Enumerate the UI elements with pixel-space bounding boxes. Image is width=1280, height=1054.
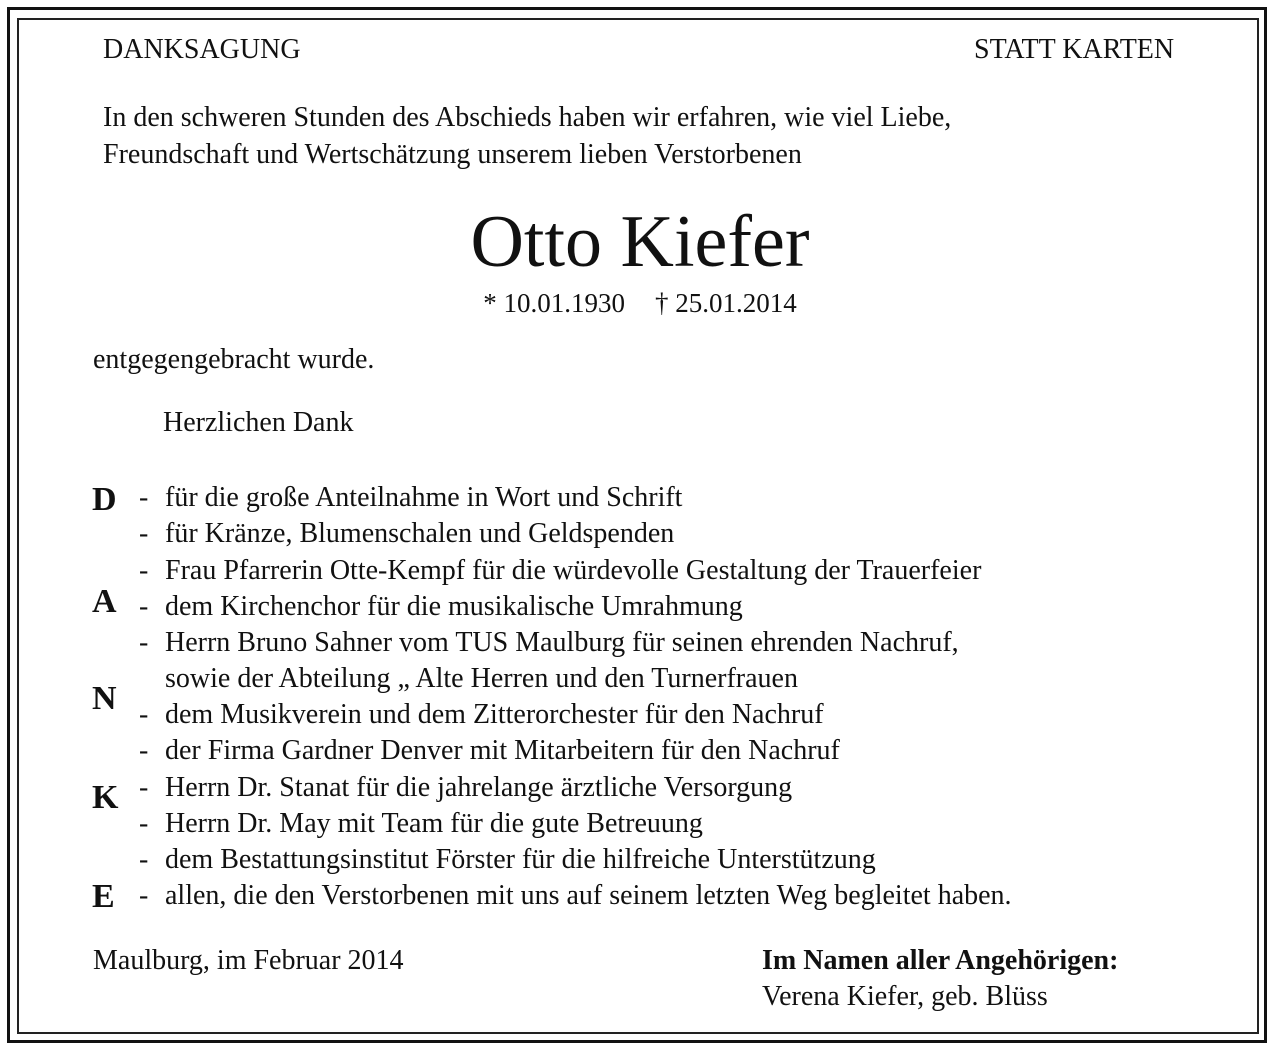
place-and-date: Maulburg, im Februar 2014 [93, 945, 404, 976]
list-dash: - [139, 772, 149, 803]
list-dash: - [139, 699, 149, 730]
list-item: für die große Anteilnahme in Wort und Schrift [165, 482, 683, 513]
list-dash: - [139, 627, 149, 658]
acrostic-letter-n: N [92, 680, 117, 717]
list-dash: - [139, 555, 149, 586]
list-dash: - [139, 844, 149, 875]
acrostic-letter-e: E [92, 878, 115, 915]
list-dash: - [139, 518, 149, 549]
list-item: dem Musikverein und dem Zitterorchester für den Nachruf [165, 699, 824, 730]
list-item: der Firma Gardner Denver mit Mitarbeitern für den Nachruf [165, 735, 840, 766]
list-item: Herrn Dr. May mit Team für die gute Betreuung [165, 808, 703, 839]
deceased-name: Otto Kiefer [470, 201, 810, 283]
life-dates [0, 288, 1280, 319]
list-dash: - [139, 591, 149, 622]
list-item: allen, die den Verstorbenen mit uns auf seinem letzten Weg begleitet haben. [165, 880, 1012, 911]
list-item: Herrn Bruno Sahner vom TUS Maulburg für seinen ehrenden Nachruf, [165, 627, 959, 658]
list-dash: - [139, 808, 149, 839]
signature-title: Im Namen aller Angehörigen: [762, 945, 1119, 976]
acrostic-letter-d: D [92, 481, 117, 518]
list-dash: - [139, 880, 149, 911]
thanks-heading: Herzlichen Dank [163, 407, 354, 438]
list-dash: - [139, 482, 149, 513]
list-item: dem Kirchenchor für die musikalische Umrahmung [165, 591, 743, 622]
list-item: dem Bestattungsinstitut Förster für die hilfreiche Unterstützung [165, 844, 876, 875]
header-danksagung: DANKSAGUNG [103, 34, 301, 65]
birth-date: * 10.01.1930 [483, 288, 625, 318]
intro-line-2: Freundschaft und Wertschätzung unserem lieben Verstorbenen [103, 139, 802, 170]
list-item: Herrn Dr. Stanat für die jahrelange ärztliche Versorgung [165, 772, 793, 803]
death-date: † 25.01.2014 [655, 288, 797, 318]
list-item: Frau Pfarrerin Otte-Kempf für die würdevolle Gestaltung der Trauerfeier [165, 555, 982, 586]
list-item-continuation: sowie der Abteilung „ Alte Herren und den Turnerfrauen [165, 663, 798, 694]
list-item: für Kränze, Blumenschalen und Geldspenden [165, 518, 675, 549]
closing-phrase: entgegengebracht wurde. [93, 344, 375, 375]
list-dash: - [139, 735, 149, 766]
signature-name: Verena Kiefer, geb. Blüss [762, 981, 1048, 1012]
intro-line-1: In den schweren Stunden des Abschieds haben wir erfahren, wie viel Liebe, [103, 102, 952, 133]
intro-text [103, 99, 951, 173]
header-statt-karten: STATT KARTEN [974, 34, 1175, 65]
acrostic-letter-a: A [92, 583, 117, 620]
acrostic-letter-k: K [92, 779, 119, 816]
